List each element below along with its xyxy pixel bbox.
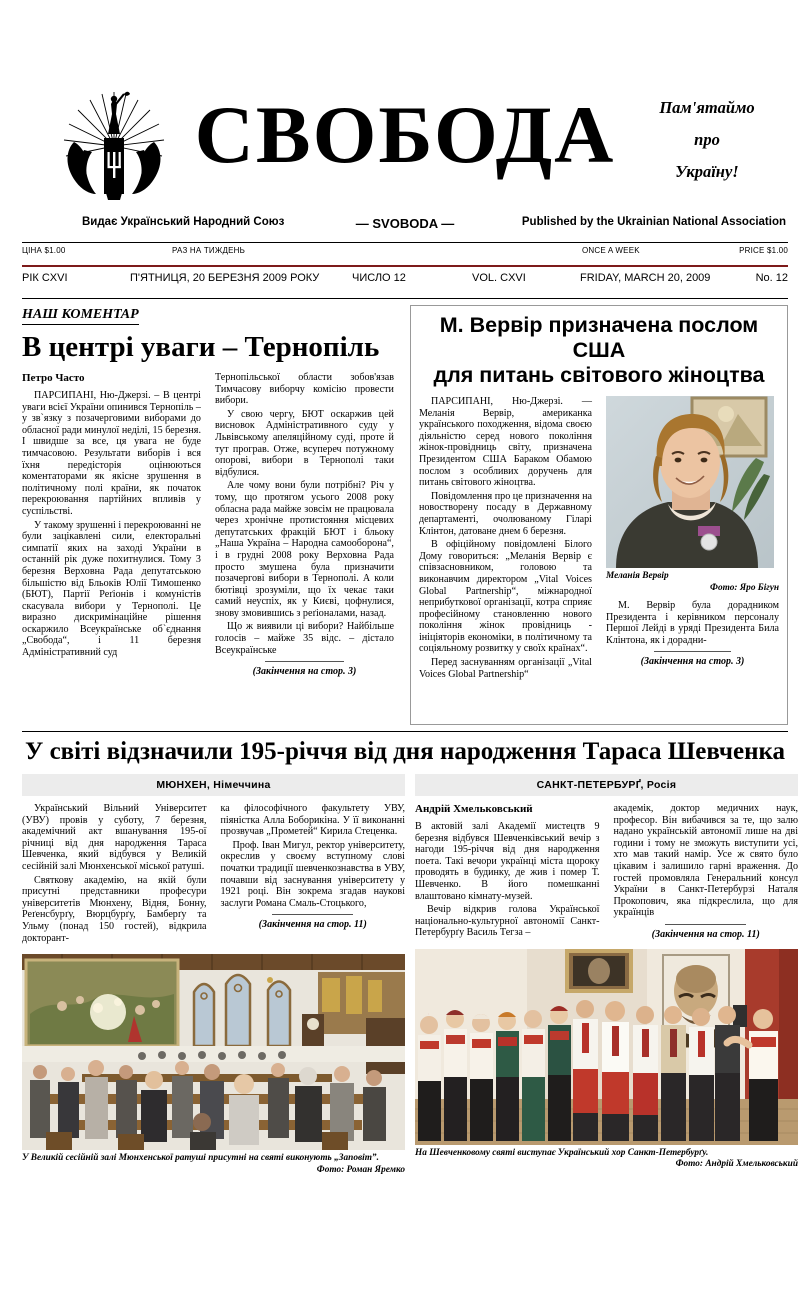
paragraph: Повідомлення про це призначення на новостворену посаду в Державному департаменті, очолюваному Гіларі Клінтон, датоване днем 6 березня. xyxy=(418,490,592,537)
frequency-ukrainian: РАЗ НА ТИЖДЕНЬ xyxy=(172,246,246,255)
publisher-english: Published by the Ukrainian National Association xyxy=(521,216,786,228)
photo-caption xyxy=(415,1148,798,1171)
price-ukrainian: ЦІНА $1.00 xyxy=(22,246,66,255)
petersburg-choir-photo xyxy=(415,949,798,1145)
price-frequency-row xyxy=(22,243,788,263)
paragraph: Вечір відкрив голова Української національно-культурної автономії Санкт-Петербурґу Василь Тегза – xyxy=(415,904,600,939)
photo-credit: Фото: Яро Бігун xyxy=(710,582,780,593)
article-column-2 xyxy=(614,803,799,941)
photo-caption-text: У Великій сесійній залі Мюнхенської ратуші присутні на святі виконують „Заповіт”. xyxy=(22,1153,379,1164)
paragraph: Перед заснуванням організації „Vital Voices Global Partnership“ xyxy=(418,657,592,680)
slogan xyxy=(632,92,782,188)
verveer-portrait-photo xyxy=(606,396,774,568)
photo-caption xyxy=(22,1153,405,1176)
continued-notice[interactable]: (Закінчення на стор. 3) xyxy=(606,651,779,667)
article-kicker: НАШ КОМЕНТАР xyxy=(22,307,139,325)
munich-hall-photo xyxy=(22,954,405,1150)
paragraph: Святкову академію, на якій були присутні представники професури університетів Мюнхену, Відня, Бонну, Реґенсбурґу, Вюрцбурґу, Бамберґу та Ульму (понад 150 гостей), відкрила докторант- xyxy=(22,874,207,944)
masthead-divider-bottom xyxy=(22,298,788,299)
headline-line-1: М. Вервір призначена послом США xyxy=(439,313,759,362)
paragraph: М. Вервір була дорадником Президента і керівником персоналу Першої Лейді в уряді Президента Била Клінтона, як і дорадни- xyxy=(605,600,780,646)
article-column-2 xyxy=(606,396,779,682)
city-bar-petersburg: САНКТ-ПЕТЕРБУРҐ, Росія xyxy=(415,774,798,796)
slogan-line-1: Пам'ятаймо xyxy=(659,98,755,117)
article-columns xyxy=(419,396,779,682)
article-column-1 xyxy=(419,396,592,682)
article-columns xyxy=(415,803,798,941)
date-english: FRIDAY, MARCH 20, 2009 xyxy=(580,272,711,284)
article-petersburg xyxy=(415,774,798,1176)
continued-notice[interactable]: (Закінчення на стор. 3) xyxy=(215,661,394,677)
section-divider xyxy=(22,731,788,732)
article-column-2 xyxy=(221,803,406,946)
article-verveer xyxy=(410,305,788,725)
slogan-line-3: Україну! xyxy=(675,162,739,181)
shevchenko-articles xyxy=(22,774,798,1176)
paragraph: В офіційному повідомлені Білого Дому говориться: „Меланія Вервір є співзасновником, головою та виконавчим директором „Vital Voices Global Partnership“, міжнародної неприбуткової організації, котра сприяє професійному становленню нового покоління жінок провідниць - ініціяторів економіки, в політичному та соціяльному розвитку у своїх країнах“. xyxy=(418,539,592,655)
city-bar-munich: МЮНХЕН, Німеччина xyxy=(22,774,405,796)
continued-notice[interactable]: (Закінчення на стор. 11) xyxy=(221,914,406,930)
article-column-1 xyxy=(22,372,201,677)
article-headline[interactable] xyxy=(419,313,779,388)
issue-english: No. 12 xyxy=(755,272,788,284)
romanized-title: — SVOBODA — xyxy=(355,216,455,231)
paragraph: В актовій залі Академії мистецтв 9 березня відбувся Шевченківський вечір з нагоди 195-річчя від дня народження поета. Такі вечори українці міста щороку проводять в будинку, де жив і помер Т. Шевченко. В його помешканні влаштовано кімнату-музей. xyxy=(415,821,600,902)
article-column-2 xyxy=(215,372,394,677)
shevchenko-section-headline[interactable]: У світі відзначили 195-річчя від дня народження Тараса Шевченка xyxy=(24,738,785,765)
photo-caption-text: Меланія Вервір xyxy=(605,571,669,581)
article-headline[interactable]: В центрі уваги – Тернопіль xyxy=(22,331,380,363)
publisher-bar xyxy=(22,216,788,238)
slogan-line-2: про xyxy=(694,130,720,149)
paragraph: Але чому вони були потрібні? Річ у тому, що протягом усього 2008 року обласна рада майже зовсім не працювала через хронічне протистояння місцевих депутатських фракцій БЮТ і бльоку „Наша Україна – Народна самооборона“, і в грудні 2008 року Верховна Рада просто змушена була призначити позачергові вибори в Тернополі. А коли бютівці зрозуміли, що їх чекає таки самий неуспіх, як у Києві, цофнулися, знову змовившись з реґіоналами, назад. xyxy=(214,480,394,619)
paragraph: Тернопільської области зобов'язав Тимчасову виборчу комісію провести вибори. xyxy=(214,372,394,407)
photo-credit: Фото: Андрій Хмельковський xyxy=(675,1159,798,1170)
paragraph: академік, доктор медичних наук, професор. Він вибачився за те, що залю надано українській автономії лише на дві години і тому не зможуть виступити усі, хто мав такий намір. Усе ж свято було цікавим і залишило гарні враження. До гостей промовляла Генеральний консул України в Санкт-Петербурзі Наталя Прокопович, яка підкреслила, що для українців xyxy=(613,803,798,919)
page-title: СВОБОДА xyxy=(194,89,616,180)
article-byline: Петро Часто xyxy=(22,372,85,384)
paragraph: У свою чергу, БЮТ оскаржив цей висновок Адміністративного суду у Львівському апеляційному суді, проте й тут програв. Отже, всупереч потужному опорові, вибори в Тернополі таки відбулися. xyxy=(214,408,394,478)
year-ukrainian: РІК CXVI xyxy=(22,272,68,284)
article-ternopil xyxy=(22,305,404,725)
article-column-1 xyxy=(22,803,207,946)
publisher-ukrainian: Видає Український Народний Союз xyxy=(82,216,285,228)
article-column-1 xyxy=(415,803,600,941)
paragraph: Український Вільний Університет (УВУ) провів у суботу, 7 березня, академічний акт вшанування 195-ої річниці від дня народження Тараса Шевченка, який відбувся у Великій сесійній залі Мюнхенської міської ратуші. xyxy=(22,803,207,872)
paragraph: У такому зрушенні і перекроюванні не були зацікавлені сили, електоральні симпатії яких на заході України в останній рік дуже похитнулися. Тому 3 березня Верховна Рада депутатською більшістю від Бльоків Юлії Тимошенко (БЮТ), Партії Реґіонів і комуністів скасувала вибори у Тернополі. Це виразно дискримінаційне рішення оскаржило Всеукраїнське об`єднання „Свобода“, і 11 березня Адміністративний суд xyxy=(22,519,201,659)
issue-ukrainian: ЧИСЛО 12 xyxy=(352,272,406,284)
headline-line-2: для питань світового жіноцтва xyxy=(433,363,765,387)
paragraph: Проф. Іван Мигул, ректор університету, окреслив у своєму вступному слові початки традиції шевченкознавства в УВУ, почавши від заснування університету у 1921 році. Він зокрема згадав наукові заслуги Романа Смаль-Стоцького, xyxy=(220,839,405,909)
article-munich xyxy=(22,774,405,1176)
paragraph: Що ж виявили ці вибори? Найбільше голосів – майже 35 відс. – дістало Всеукраїнське xyxy=(214,621,394,656)
article-byline: Андрій Хмельковський xyxy=(415,803,533,815)
price-english: PRICE $1.00 xyxy=(739,246,788,255)
volume-english: VOL. CXVI xyxy=(472,272,526,284)
photo-credit: Фото: Роман Яремко xyxy=(316,1164,405,1175)
date-ukrainian: П'ЯТНИЦЯ, 20 БЕРЕЗНЯ 2009 РОКУ xyxy=(130,272,320,284)
masthead xyxy=(22,84,788,212)
frequency-english: ONCE A WEEK xyxy=(582,246,640,255)
paragraph: ка філософічного факультету УВУ, піяністка Алла Боборикіна. У її виконанні прозвучав „Прометей“ Кирила Стеценка. xyxy=(220,803,405,838)
photo-caption-text: На Шевченковому святі виступає Український хор Санкт-Петербурґу. xyxy=(415,1147,709,1158)
article-columns xyxy=(22,372,394,677)
newspaper-front-page xyxy=(0,84,810,1299)
photo-caption xyxy=(606,571,779,594)
paragraph: ПАРСИПАНІ, Ню-Джерзі. – В центрі уваги всієї України опинився Тернопіль – у зв`язку з позачерговими виборами до обласної ради минулої неділі, 15 березня. І швидше за все, ця увага не буде тимчасовою. Результати виборів і вся їхня передісторія оцінюються коментаторами як якісне зрушення в політичному полі країни, як початок перекроювання партійних впливів у суспільстві. xyxy=(22,390,201,517)
paragraph: ПАРСИПАНІ, Ню-Джерзі. — Меланія Вервір, американка українського походження, відома своєю діяльністю серед нового покоління жінок-провідниць світу, призначена Президентом США Бараком Обамою послом з особливих доручень для питань світового жіноцтва. xyxy=(418,396,592,489)
volume-date-row xyxy=(22,267,788,294)
top-articles-section xyxy=(22,305,788,725)
article-columns xyxy=(22,803,405,946)
continued-notice[interactable]: (Закінчення на стор. 11) xyxy=(614,924,799,940)
